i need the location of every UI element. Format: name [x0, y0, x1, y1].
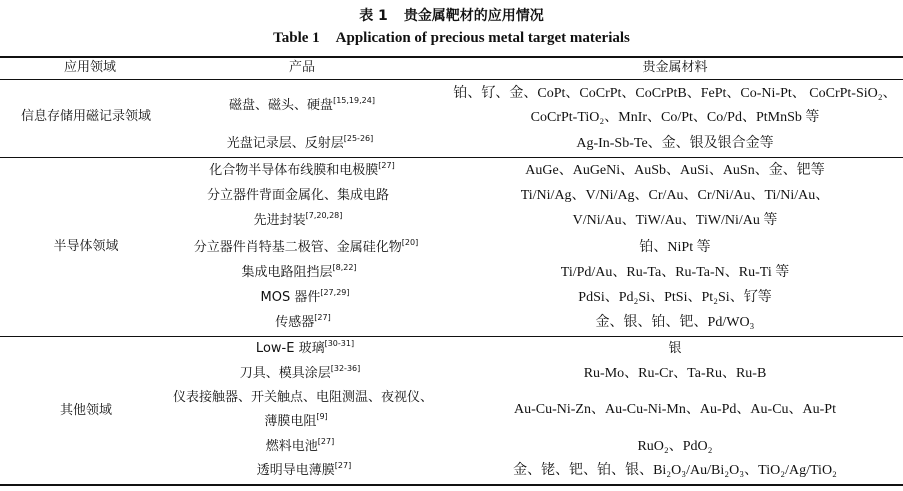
product-cell: MOS 器件[27,29]: [260, 288, 350, 305]
material-cell: 铂、钌、金、CoPt、CoCrPt、CoCrPtB、FePt、Co-Ni-Pt、 CoCrPt-SiO₂、: [453, 86, 897, 101]
header-material: 贵金属材料: [642, 60, 708, 75]
material-cell: Au-Cu-Ni-Zn、Au-Cu-Ni-Mn、Au-Pd、Au-Cu、Au-Pt: [514, 402, 836, 417]
table-caption-cn: [0, 5, 903, 25]
field-other: 其他领域: [59, 403, 113, 418]
product-cell: 集成电路阻挡层[8,22]: [241, 263, 357, 280]
product-cell: 透明导电薄膜[27]: [256, 461, 352, 478]
product-cell: 磁盘、磁头、硬盘[15,19,24]: [229, 96, 375, 113]
product-cell: 光盘记录层、反射层[25-26]: [226, 134, 374, 151]
product-cell: Low-E 玻璃[30-31]: [255, 339, 355, 356]
header-rule: [0, 79, 903, 80]
header-product: 产品: [288, 60, 316, 75]
material-cell: 金、银、铂、钯、Pd/WO₃: [595, 315, 755, 330]
product-cell: 仪表接触器、开关触点、电阻测温、夜视仪、: [172, 390, 434, 405]
product-cell: 化合物半导体布线膜和电极膜[27]: [209, 161, 395, 178]
material-cell: Ru-Mo、Ru-Cr、Ta-Ru、Ru-B: [583, 366, 767, 381]
material-cell: CoCrPt-TiO₂、MnIr、Co/Pt、Co/Pd、PtMnSb 等: [530, 110, 820, 125]
material-cell: V/Ni/Au、TiW/Au、TiW/Ni/Au 等: [572, 213, 778, 228]
product-cell: 燃料电池[27]: [265, 437, 335, 454]
material-cell: Ti/Pd/Au、Ru-Ta、Ru-Ta-N、Ru-Ti 等: [560, 265, 790, 280]
field-semiconductor: 半导体领域: [53, 239, 119, 254]
material-cell: Ti/Ni/Ag、V/Ni/Ag、Cr/Au、Cr/Ni/Au、Ti/Ni/Au、: [520, 188, 830, 203]
table-number-en: Table 1: [273, 30, 320, 46]
product-cell: 先进封装[7,20,28]: [253, 211, 343, 228]
field-info-storage: 信息存储用磁记录领域: [20, 109, 152, 124]
table-bottom-rule: [0, 484, 903, 486]
header-field: 应用领域: [63, 60, 117, 75]
material-cell: AuGe、AuGeNi、AuSb、AuSi、AuSn、金、钯等: [525, 163, 825, 178]
product-cell: 薄膜电阻[9]: [264, 412, 328, 429]
product-cell: 分立器件背面金属化、集成电路: [206, 188, 390, 203]
table-number-cn: 表 1: [359, 8, 388, 24]
product-cell: 传感器[27]: [275, 313, 331, 330]
material-cell: 金、铑、钯、铂、银、Bi₂O₃/Au/Bi₂O₃、TiO₂/Ag/TiO₂: [513, 463, 837, 478]
material-cell: Ag-In-Sb-Te、金、银及银合金等: [576, 136, 774, 151]
table-title-cn: 贵金属靶材的应用情况: [403, 8, 544, 24]
product-cell: 分立器件肖特基二极管、金属硅化物[20]: [193, 238, 419, 255]
table-top-rule: [0, 56, 903, 58]
group-divider-2: [0, 336, 903, 337]
material-cell: RuO₂、PdO₂: [637, 439, 713, 454]
table-title-en: Application of precious metal target materials: [335, 30, 630, 46]
product-cell: 刀具、模具涂层[32-36]: [239, 364, 361, 381]
group-divider-1: [0, 157, 903, 158]
material-cell: 铂、NiPt 等: [639, 240, 711, 255]
material-cell: PdSi、Pd₂Si、PtSi、Pt₂Si、钌等: [578, 290, 772, 305]
material-cell: 银: [668, 341, 682, 356]
table-caption-en: [0, 30, 903, 47]
